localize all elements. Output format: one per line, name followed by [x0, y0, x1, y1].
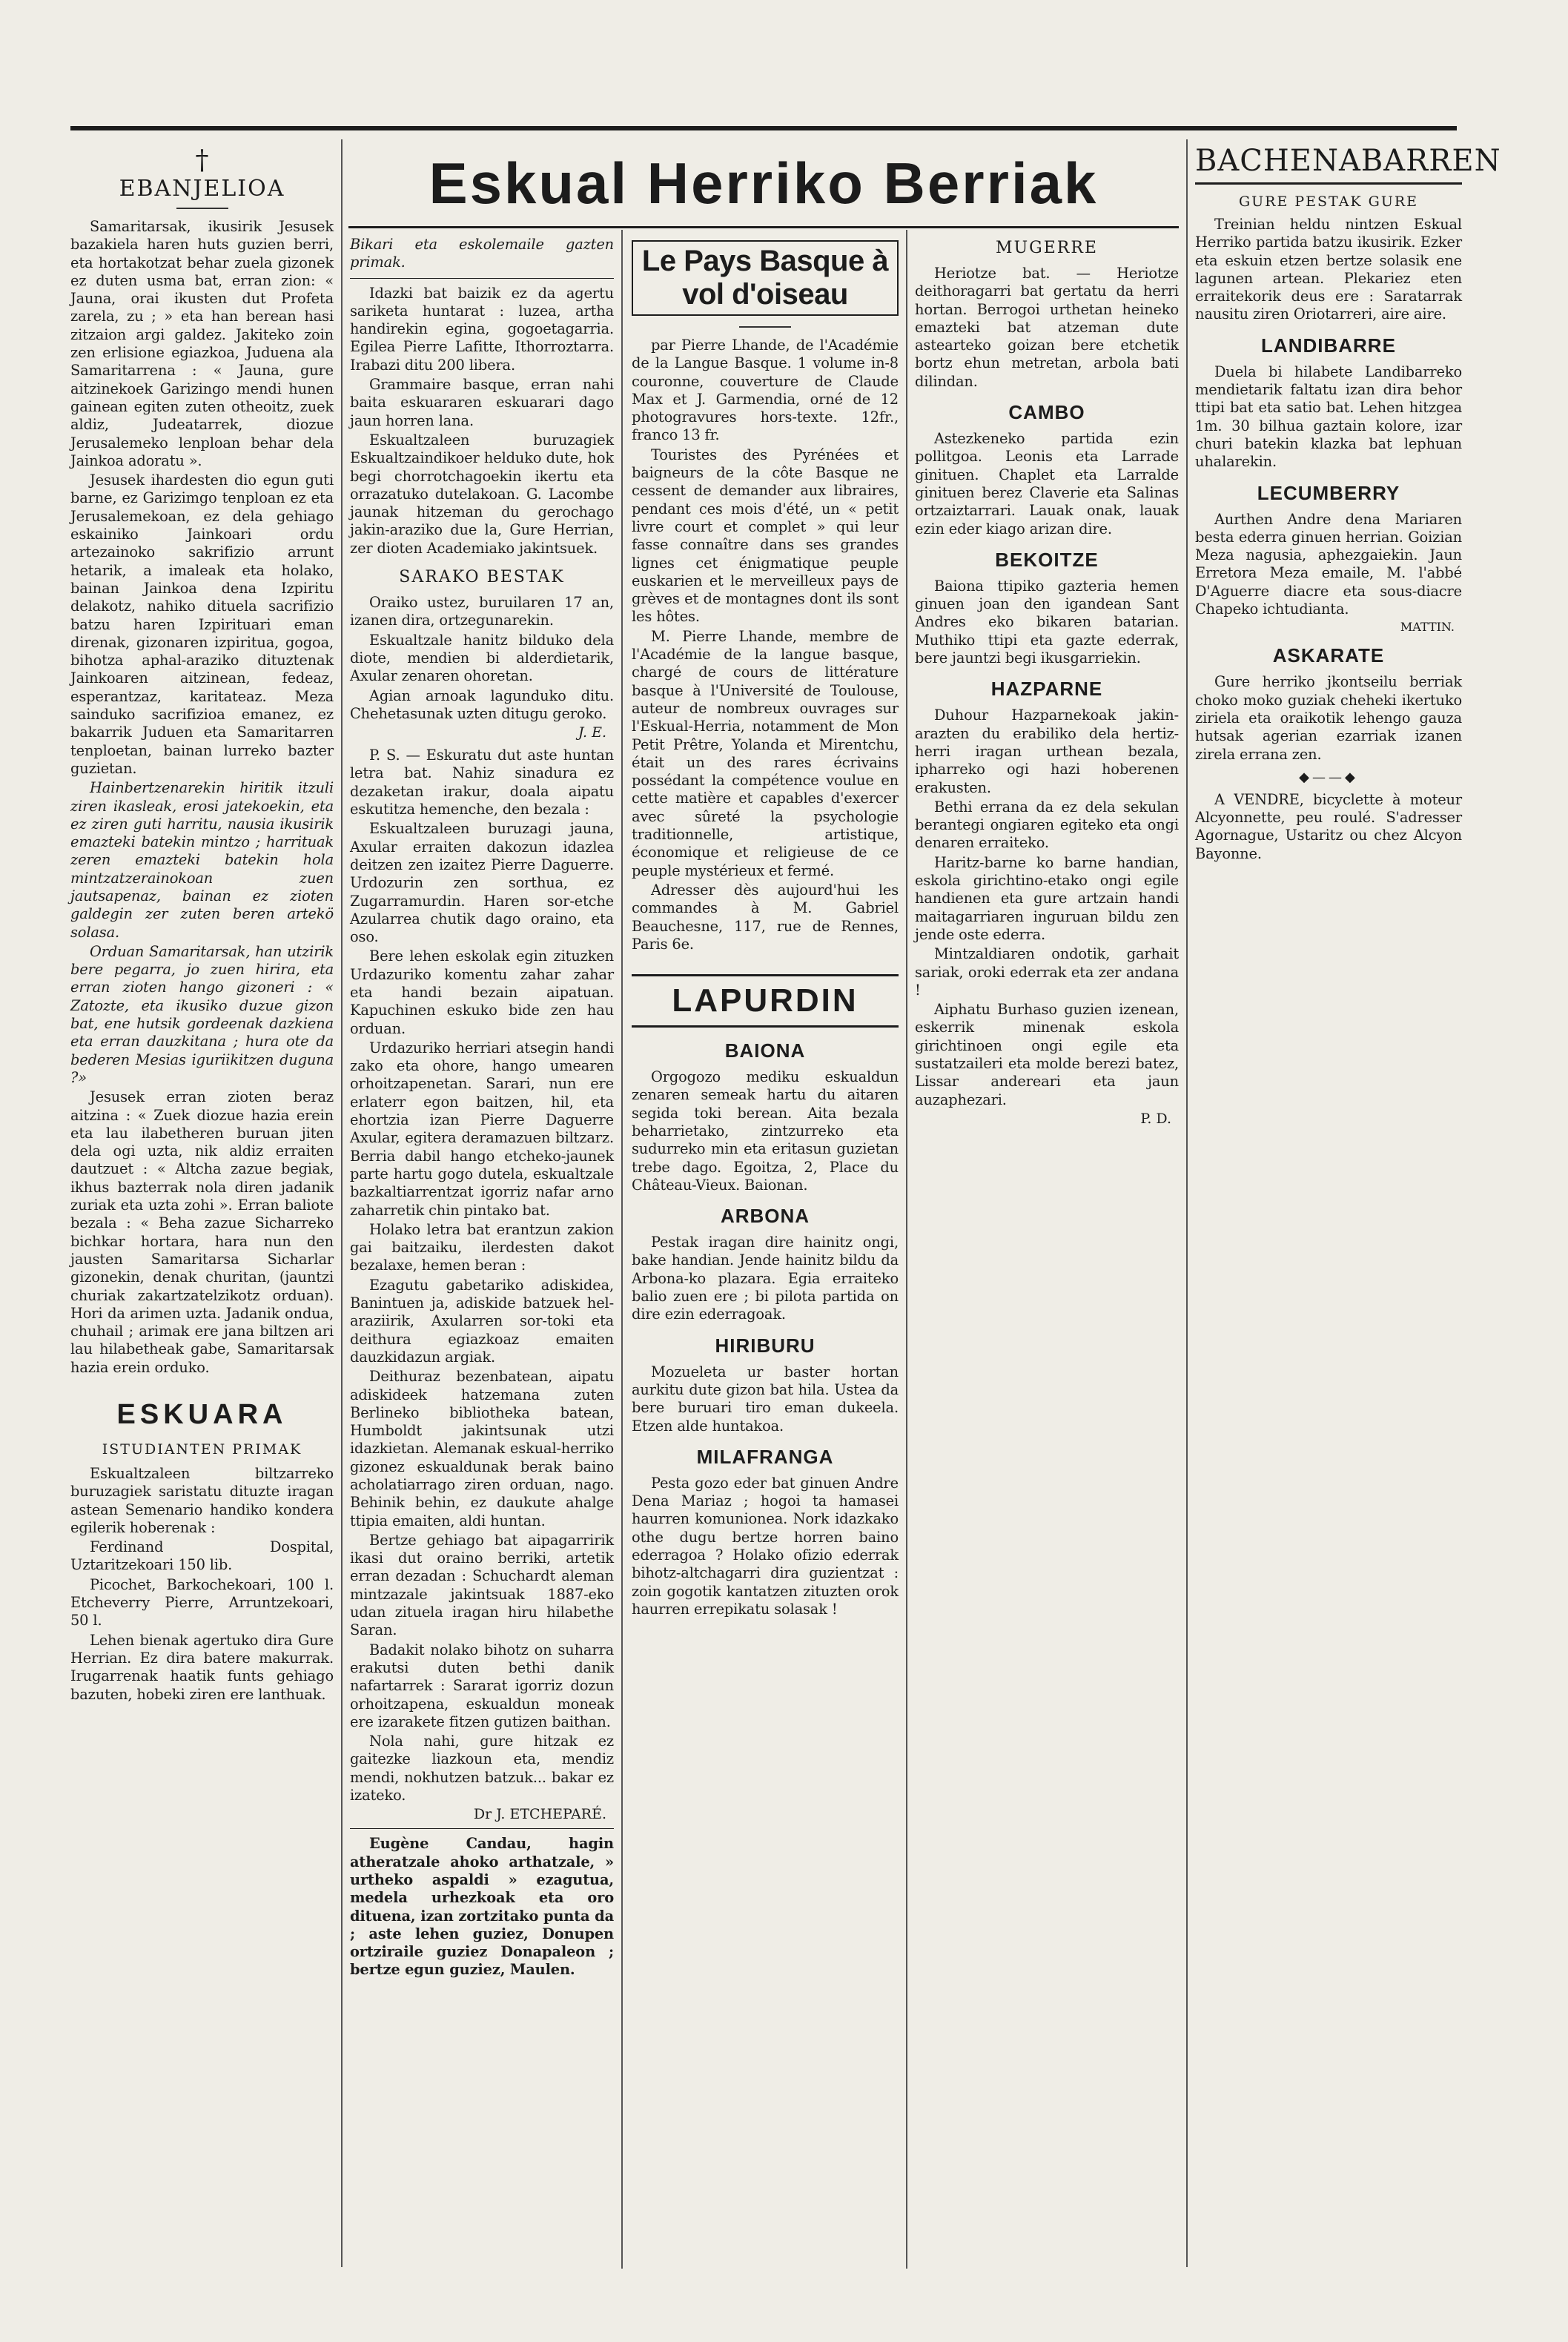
article-paragraph: Urdazuriko herriari atsegin handi zako eta ohore, hango umearen orhoitzapenetan. Sarari, nun ere erlaterr egon baitzen, hil, eta ehortzia izan Pierre Daguerre Axular, egitera deramazuen biltzarz. Berria dabil hango etcheko-jaunek parte hartu gogo dutela, eskualtzale bazkaltiarrentzat igorriz nafar arno zaharretik chin pintako bat.: [350, 1039, 614, 1219]
column-divider: [341, 139, 343, 2267]
signature: J. E.: [578, 724, 606, 741]
subsection-title: ASKARATE: [1272, 644, 1385, 667]
book-title: Le Pays Basque à vol d'oiseau: [632, 240, 899, 316]
article-paragraph: M. Pierre Lhande, membre de l'Académie de la langue basque, chargé de cours de littérature basque à l'Université de Toulouse, auteur de nombreux ouvrages sur l'Eskual-Herria, notamment de Mon Petit Prêtre, Yolanda et Mirentchu, était un des rares écrivains possédant la compétence voulue en cette matière et capables d'exercer avec sûreté la psychologie traditionnelle, artistique, économique et religieuse de ce peuple mystérieux et fermé.: [632, 627, 899, 879]
article-paragraph: Duela bi hilabete Landibarreko mendietarik faltatu izan dira behor ttipi bat eta satio bat. Lehen hitzgea 1m. 30 bilhua gaztain kolore, izar churi batekin klazka bat lephuan uhalarekin.: [1195, 363, 1462, 471]
article-paragraph: Jesusek erran zioten beraz aitzina : « Zuek diozue hazia erein eta lau ilabetheren buruan jiten dela ogi uzta, nik aldiz erraiten dautzuet : « Altcha zazue begiak, ikhus bazterrak nola diren jadanik zuriak eta uzta zohi ». Erran baliote bezala : « Beha zazue Sicharreko bichkar hortara, hara nun den jausten Samaritarsa Sicharlar gizonekin, denak churitan, (jauntzi churiak zakartzatelzikotz orduan). Hori da arimen uzta. Jadanik ondua, chuhail ; arimak ere jana biltzen ari lau hilabetheak gabe, Samaritarsak hazia erein orduko.: [70, 1088, 334, 1376]
subsection-title: GURE PESTAK GURE: [1238, 193, 1419, 210]
advertisement: Eugène Candau, hagin atheratzale ahoko arthatzale, » urtheko aspaldi » ezagutua, medela urhezkoak eta oro dituena, izan zortzitako punta da ; aste lehen guziez, Donupen ortziraile guziez Donapaleon ; bertze egun guziez, Maulen.: [350, 1835, 614, 1979]
article-paragraph: Aiphatu Burhaso guzien izenean, eskerrik minenak eskola girichtinoen ongi egile eta sustatzaileri eta molde berezi batez, Lissar andereari eta jaun auzaphezari.: [915, 1001, 1179, 1108]
subsection-title: ARBONA: [720, 1205, 810, 1228]
section-title: ESKUARA: [116, 1399, 288, 1430]
separator: [350, 278, 614, 279]
masthead-title: Eskual Herriko Berriak: [429, 150, 1099, 216]
top-rule: [70, 126, 1457, 130]
article-paragraph: Treinian heldu nintzen Eskual Herriko partida batzu ikusirik. Ezker eta eskuin etzen bertze solasik ene lagunen artean. Plekariez eten erraitekorik deus ere : Saratarrak nausitu ziren Oriotarreri, aire aire.: [1195, 216, 1462, 323]
article-paragraph: Astezkeneko partida ezin pollitgoa. Leonis eta Larrade ginituen. Chaplet eta Larralde ginituen berez Claverie eta Salinas ortzaiztarrari. Lauak onak, lauak ezin eder kiago arizan dire.: [915, 430, 1179, 537]
article-paragraph: Grammaire basque, erran nahi baita eskuararen eskuarari dago jaun horren lana.: [350, 376, 614, 429]
subsection-title: LANDIBARRE: [1261, 334, 1396, 357]
article-paragraph: Baiona ttipiko gazteria hemen ginuen joan den igandean Sant Andres eko bikaren batarian. Muthiko ttipi eta gazte ederrak, bere jauntzi begi ikusgarriekin.: [915, 577, 1179, 667]
article-paragraph: Eskualtzaleen buruzagiek Eskualtzaindikoer helduko dute, hok begi chorrotchagoekin ikertu eta orrazatuko dutelakoan. G. Lacombe jaunak hitzeman du gerochago jakin-araziko due la, Gure Herrian, zer dioten Academiako jakintsuek.: [350, 431, 614, 557]
column-primak: [350, 236, 614, 2282]
article-paragraph: Heriotze bat. — Heriotze deithoragarri bat gertatu da herri hortan. Berrogoi urthetan heineko emazteki bat atzeman dute astearteko goizan bere etchetik bortz ehun metretan, arbola bati dilindan.: [915, 265, 1179, 390]
ornament-divider: ◆——◆: [1299, 769, 1358, 785]
article-paragraph: Orduan Samaritarsak, han utzirik bere pegarra, jo zuen hirira, eta erran zioten hango gizoneri : « Zatozte, eta ikusiko duzue gizon bat, ene hutsik gordeenak dazkiena eta erran dauzkitana ; hura ote da bederen Mesias iguriikitzen duguna ?»: [70, 942, 334, 1086]
article-paragraph: Pesta gozo eder bat ginuen Andre Dena Mariaz ; hogoi ta hamasei haurren komunionea. Nork idazkako othe dugu bertze horren baino ederragoa ? Holako ofizio ederrak bihotz-altchagarri dira guzientzat : zoin gogotik kantatzen zituzten orok haurren errepikatu solasak !: [632, 1474, 899, 1618]
signature: Dr J. ETCHEPARÉ.: [473, 1806, 606, 1823]
article-paragraph: Eskualtzale hanitz bilduko dela diote, mendien bi alderdietarik, Axular zenaren ohoretan.: [350, 631, 614, 685]
column-pays-basque: [632, 236, 899, 2282]
subsection-title: ISTUDIANTEN PRIMAK: [102, 1441, 302, 1458]
section-title: BACHENABARREN: [1195, 144, 1501, 178]
cross-icon: †: [195, 145, 209, 176]
subsection-title: CAMBO: [1008, 401, 1085, 424]
section-title: LAPURDIN: [632, 974, 899, 1028]
article-paragraph: Eskualtzaleen biltzarreko buruzagiek saristatu dituzte iragan astean Semenario handiko kondera egilerik hoberenak :: [70, 1465, 334, 1536]
column-divider: [621, 230, 623, 2269]
article-paragraph: Badakit nolako bihotz on suharra erakutsi duten bethi danik nafartarrek : Sararat igorriz dozun orhoitzapena, eskualdun moneak ere izarakete fitzen gutizen baithan.: [350, 1641, 614, 1730]
article-paragraph: Touristes des Pyrénées et baigneurs de la côte Basque ne cessent de demander aux libraires, pendant ces mois d'été, un « petit livre court et complet » qui leur fasse connaître dans ses grandes lignes cet énigmatique peuple euskarien et le merveilleux pays de grèves et de montagnes dont ils sont les hôtes.: [632, 446, 899, 626]
article-paragraph: Samaritarsak, ikusirik Jesusek bazakiela haren huts guzien berri, eta hortakotzat behar zuela gizonek ez duten usma bat, erran zion: « Jauna, orai ikusten dut Profeta zarela, zu ; » eta han berean hasi zitzaion argi galdez. Jakiteko zoin zen erlisione egiazkoa, Juduena ala Samaritarrena : « Jauna, gure aitzinekoek Garizingo mendi hunen gainean egiten zuten otheoitz, zuek aldiz, Judeatarrek, diozue Jerusalemeko lenploan behar dela Jainkoa adoratu ».: [70, 218, 334, 469]
article-paragraph: Agian arnoak lagunduko ditu. Chehetasunak uzten ditugu geroko.: [350, 687, 614, 722]
article-paragraph: Bere lehen eskolak egin zituzken Urdazuriko komentu zahar zahar eta handi bezain aipatuan. Kapuchinen eskuko bide zen hau orduan.: [350, 947, 614, 1037]
article-paragraph: Picochet, Barkochekoari, 100 l. Etcheverry Pierre, Arruntzekoari, 50 l.: [70, 1575, 334, 1630]
article-paragraph: Aurthen Andre dena Mariaren besta ederra ginuen herrian. Goizian Meza nagusia, aphezgaiekin. Jaun Erretora Meza emaile, M. l'abbé D'Aguerre diacre eta sous-diacre Chapeko ichtudianta.: [1195, 510, 1462, 618]
article-paragraph: Lehen bienak agertuko dira Gure Herrian. Ez dira batere makurrak. Irugarrenak haatik funts gehiago bazuten, hobeki ziren ere lanthuak.: [70, 1631, 334, 1703]
column-bachenabarren: [1195, 141, 1501, 2291]
column-divider: [1186, 139, 1188, 2267]
article-paragraph: Eskualtzaleen buruzagi jauna, Axular erraiten dakozun idazlea deitzen zen izaitez Pierre Daguerre. Urdozurin zen sorthua, ez Zugarramurdin. Haren sor-etche Azularrea chutik dago oraino, eta oso.: [350, 820, 614, 946]
separator: [350, 1828, 614, 1829]
advertisement: A VENDRE, bicyclette à moteur Alcyonnette, peu roulé. S'adresser Agornague, Ustaritz ou chez Alcyon Bayonne.: [1195, 790, 1462, 862]
article-paragraph: Idazki bat baizik ez da agertu sariketa huntarat : luzea, artha handirekin egina, gogoetagarria. Egilea Pierre Lafitte, Ithorroztarra. Irabazi ditu 200 libera.: [350, 284, 614, 374]
section-title: EBANJELIOA: [119, 176, 285, 202]
article-paragraph: Adresser dès aujourd'hui les commandes à M. Gabriel Beauchesne, 117, rue de Rennes, Paris 6e.: [632, 881, 899, 953]
subsection-title: MUGERRE: [996, 239, 1098, 257]
article-paragraph: Deithuraz bezenbatean, aipatu adiskideek hatzemana zuten Berlineko bibliotheka batean, Humboldt jakintsunak utzi idazkietan. Alemanak eskual-herriko gizonez eskualdunak berak baino acholatiarrago ziren orduan, nago. Behinik behin, ez daukute ahalge ttipia emaiten, aldi huntan.: [350, 1368, 614, 1529]
column-divider: [906, 230, 907, 2269]
separator: [176, 208, 228, 209]
masthead-rule: [348, 226, 1179, 228]
article-paragraph: Pestak iragan dire hainitz ongi, bake handian. Jende hainitz bildu da Arbona-ko plazara. Egia erraiteko balio zuen ere ; bi pilota partida on dire ezin ederragoak.: [632, 1234, 899, 1323]
article-paragraph: Orgogozo mediku eskualdun zenaren semeak hartu du aitaren segida toki berean. Aita bezala beharrietako, zintzurreko eta sudurreko min eta eritasun guzietan trebe dago. Egoitza, 2, Place du Château-Vieux. Baionan.: [632, 1068, 899, 1194]
signature: P. D.: [1140, 1110, 1171, 1127]
article-paragraph: Hainbertzenarekin hiritik itzuli ziren ikasleak, erosi jatekoekin, eta ez ziren guti harritu, nausia ikusirik emazteki batekin mintzo ; harrituak zeren emazteki batekin hola mintzatzerainokoan zuen jautsapenaz, bainan ez zioten galdegin zer zuten beren artekö solasa.: [70, 779, 334, 941]
subsection-title: BAIONA: [724, 1039, 806, 1062]
article-paragraph: Nola nahi, gure hitzak ez gaitezke liazkoun eta, mendiz mendi, nokhutzen batzuk... bakar ez izateko.: [350, 1733, 614, 1805]
article-paragraph: Bethi errana da ez dela sekulan berantegi ongiaren egiteko eta ongi denaren erraiteko.: [915, 798, 1179, 852]
article-paragraph: Duhour Hazparnekoak jakin-arazten du erabiliko dela hertiz-herri iragan urthean bezala, ipharreko ogi hazi hoberenen erakusten.: [915, 707, 1179, 796]
article-paragraph: Ezagutu gabetariko adiskidea, Banintuen ja, adiskide batzuek hel-araziirik, Axularren sor-toki eta deithura egiazkoaz emaiten dauzkidazun argiak.: [350, 1276, 614, 1366]
article-paragraph: Holako letra bat erantzun zakion gai baitzaiku, ilerdesten dakot bezalaxe, hemen beran :: [350, 1220, 614, 1274]
article-paragraph: Mintzaldiaren ondotik, garhait sariak, oroki ederrak eta zer andanа !: [915, 945, 1179, 999]
separator: [739, 326, 791, 328]
article-paragraph: Jesusek ihardesten dio egun guti barne, ez Garizimgo tenploan ez eta Jerusalemekoan, ez dela gehiago eskainiko Jainkoari ordu artezainoko sakrifizio arrunt hetarik, a imaleak eta holako, bainan Jainkoa dena Izpiritu delakotz, nahiko dituela sacrifizio batzu haren Izpirituari eman direnak, gizonaren izpiritua, gogoa, bihotza aphal-araziko dituztenak Jainkoaren aitzinean, fedeaz, esperantzaz, karitateaz. Meza sainduko sacrifizioa emanez, ez bakarrik Juduen eta Samaritarren tenploetan, bainan lurreko bazter guzietan.: [70, 472, 334, 777]
separator: [1195, 182, 1462, 185]
subsection-title: BEKOITZE: [995, 548, 1099, 571]
article-paragraph: Oraiko ustez, buruilaren 17 an, izanen dira, ortzegunarekin.: [350, 594, 614, 629]
subsection-title: LECUMBERRY: [1257, 481, 1400, 504]
signature: MATTIN.: [1400, 620, 1455, 635]
article-paragraph: Haritz-barne ko barne handian, eskola girichtino-etako ongi egile handienen eta gure artzain handi maitagarriaren inguruan bildu zen jende oste ederra.: [915, 853, 1179, 943]
article-paragraph: Bertze gehiago bat aipagarririk ikasi dut oraino berriki, artetik erran dezadan : Schuchardt aleman mintzazale jakintsuak 1887-eko udan zituela iragan hiru hilabethe Saran.: [350, 1531, 614, 1639]
article-paragraph: P. S. — Eskuratu dut aste huntan letra bat. Nahiz sinadura ez dezaketan irakur, doala aipatu eskutitza hemenche, den bezala :: [350, 747, 614, 818]
article-paragraph: par Pierre Lhande, de l'Académie de la Langue Basque. 1 volume in-8 couronne, couverture de Claude Max et J. Garmendia, orné de 12 photogravures hors-texte. 12fr., franco 13 fr.: [632, 337, 899, 444]
article-paragraph: Gure herriko jkontseilu berriak choko moko guziak cheheki ikertuko ziriela eta oraikotik lehengo gauza hutsak agerian ezarriak izanen zirela errana zen.: [1195, 673, 1462, 763]
column-herriak: [915, 236, 1179, 2282]
subsection-title: HAZPARNE: [990, 678, 1103, 701]
subsection-title: SARAKO BESTAK: [399, 568, 565, 587]
subsection-title: MILAFRANGA: [696, 1445, 834, 1468]
article-paragraph: Mozueleta ur baster hortan aurkitu dute gizon bat hila. Ustea da bere buruari tiro eman dukeela. Etzen alde huntakoa.: [632, 1363, 899, 1435]
subsection-title: HIRIBURU: [715, 1334, 816, 1357]
article-intro: Bikari eta eskolemaile gazten primak.: [350, 236, 614, 271]
column-ebanjelioa: [70, 141, 334, 2291]
article-paragraph: Ferdinand Dospital, Uztaritzekoari 150 lib.: [70, 1538, 334, 1574]
